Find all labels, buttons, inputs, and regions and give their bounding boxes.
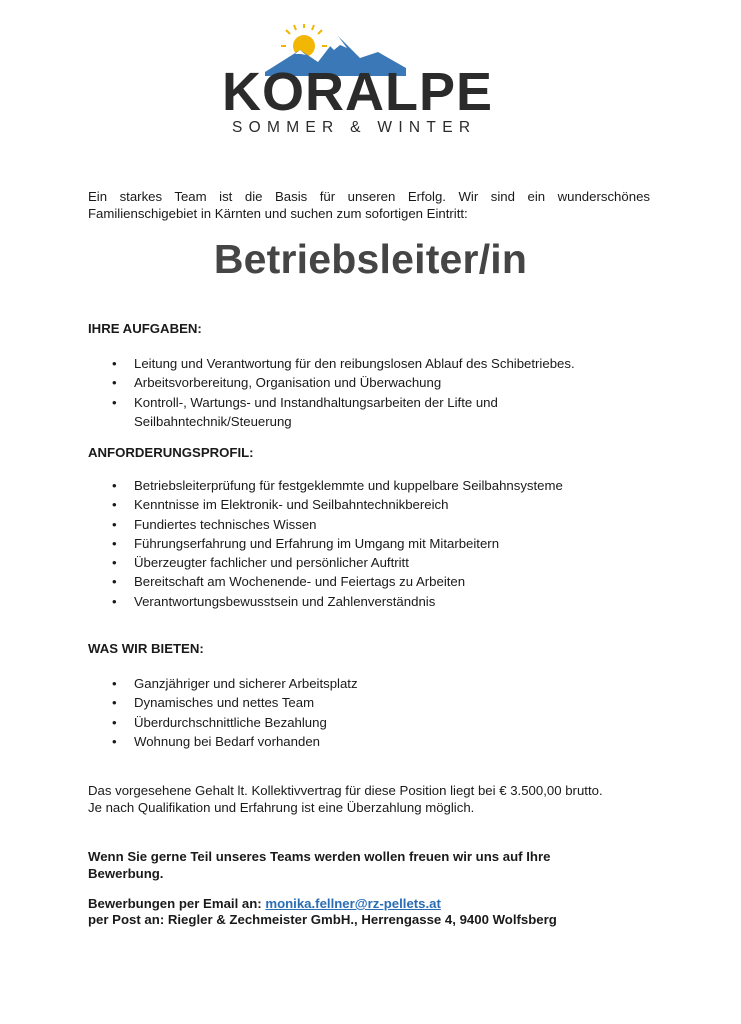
list-item: • Fundiertes technisches Wissen: [88, 515, 648, 534]
list-item: • Führungserfahrung und Erfahrung im Umgang mit Mitarbeitern: [88, 534, 648, 553]
profil-list: [88, 476, 648, 611]
list-item: • Betriebsleiterprüfung für festgeklemmte und kuppelbare Seilbahnsysteme: [88, 476, 648, 495]
list-item: • Leitung und Verantwortung für den reibungslosen Ablauf des Schibetriebes.: [88, 354, 648, 373]
list-item: • Kontroll-, Wartungs- und Instandhaltungsarbeiten der Lifte und Seilbahntechnik/Steuerung: [88, 393, 529, 432]
koralpe-logo: [210, 24, 510, 144]
intro-text: Ein starkes Team ist die Basis für unseren Erfolg. Wir sind ein wunderschönes Familienschigebiet in Kärnten und suchen zum sofortigen Eintritt:: [88, 189, 650, 221]
list-item: • Wohnung bei Bedarf vorhanden: [88, 732, 648, 751]
section-heading-bieten: WAS WIR BIETEN:: [88, 641, 204, 656]
list-item: • Bereitschaft am Wochenende- und Feiertags zu Arbeiten: [88, 572, 648, 591]
list-item: • Kenntnisse im Elektronik- und Seilbahntechnikbereich: [88, 495, 648, 514]
list-item: • Verantwortungsbewusstsein und Zahlenverständnis: [88, 592, 648, 611]
salary-line-1: Das vorgesehene Gehalt lt. Kollektivvertrag für diese Position liegt bei € 3.500,00 brutto.: [88, 783, 603, 798]
list-item: • Arbeitsvorbereitung, Organisation und Überwachung: [88, 373, 648, 392]
list-item: • Ganzjähriger und sicherer Arbeitsplatz: [88, 674, 648, 693]
section-heading-aufgaben: IHRE AUFGABEN:: [88, 321, 202, 336]
email-label: Bewerbungen per Email an:: [88, 896, 266, 911]
contact-email-line: [88, 895, 688, 912]
closing-text: Wenn Sie gerne Teil unseres Teams werden wollen freuen wir uns auf Ihre Bewerbung.: [88, 849, 551, 881]
logo-wordmark: KORALPE: [222, 62, 494, 122]
list-item: • Überdurchschnittliche Bezahlung: [88, 713, 648, 732]
email-link[interactable]: monika.fellner@rz-pellets.at: [265, 896, 441, 911]
section-heading-profil: ANFORDERUNGSPROFIL:: [88, 445, 254, 460]
bieten-list: [88, 674, 648, 751]
logo-tagline: SOMMER & WINTER: [232, 119, 477, 136]
contact-post-line: per Post an: Riegler & Zechmeister GmbH., Herrengasse 4, 9400 Wolfsberg: [88, 912, 557, 927]
list-item: • Überzeugter fachlicher und persönlicher Auftritt: [88, 553, 648, 572]
sun-icon: [281, 24, 327, 57]
salary-line-2: Je nach Qualifikation und Erfahrung ist eine Überzahlung möglich.: [88, 800, 475, 815]
aufgaben-list: [88, 354, 648, 431]
list-item: • Dynamisches und nettes Team: [88, 693, 648, 712]
job-title: Betriebsleiter/in: [213, 236, 528, 282]
